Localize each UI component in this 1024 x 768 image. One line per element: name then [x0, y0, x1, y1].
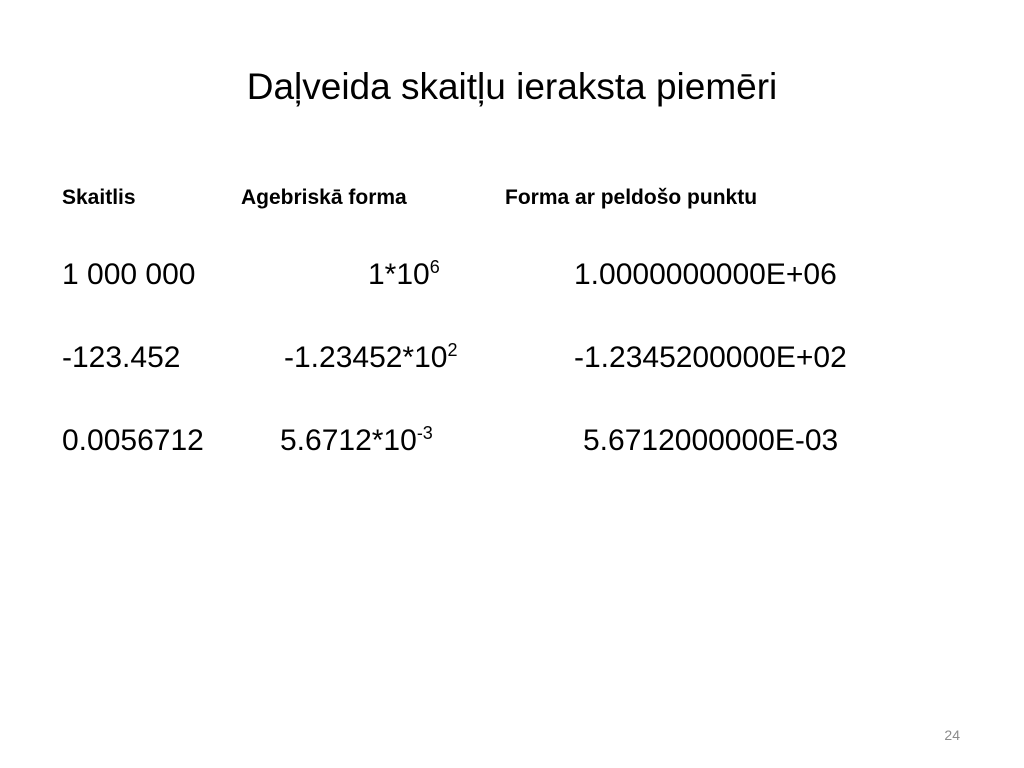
algebraic-base: -1.23452*10	[284, 341, 448, 374]
algebraic-value	[280, 424, 433, 458]
page-number: 24	[944, 727, 960, 743]
floating-value: -1.2345200000E+02	[574, 341, 847, 374]
algebraic-value	[368, 258, 440, 292]
table-header	[0, 186, 1024, 216]
algebraic-exponent: -3	[416, 423, 433, 443]
header-number: Skaitlis	[62, 186, 136, 209]
algebraic-value	[284, 341, 458, 375]
header-floating-point-form: Forma ar peldošo punktu	[505, 186, 758, 209]
header-algebraic-form: Agebriskā forma	[241, 186, 407, 209]
algebraic-exponent: 2	[447, 340, 458, 360]
floating-value: 5.6712000000E-03	[583, 424, 839, 457]
slide-title: Daļveida skaitļu ieraksta piemēri	[246, 66, 778, 107]
number-value: -123.452	[62, 341, 181, 374]
algebraic-base: 5.6712*10	[280, 424, 417, 457]
algebraic-exponent: 6	[429, 257, 440, 277]
number-value: 0.0056712	[62, 424, 204, 457]
floating-value: 1.0000000000E+06	[574, 258, 837, 291]
number-value: 1 000 000	[62, 258, 196, 291]
algebraic-base: 1*10	[368, 258, 430, 291]
table-row	[0, 424, 1024, 468]
table-row	[0, 258, 1024, 302]
table-row	[0, 341, 1024, 385]
